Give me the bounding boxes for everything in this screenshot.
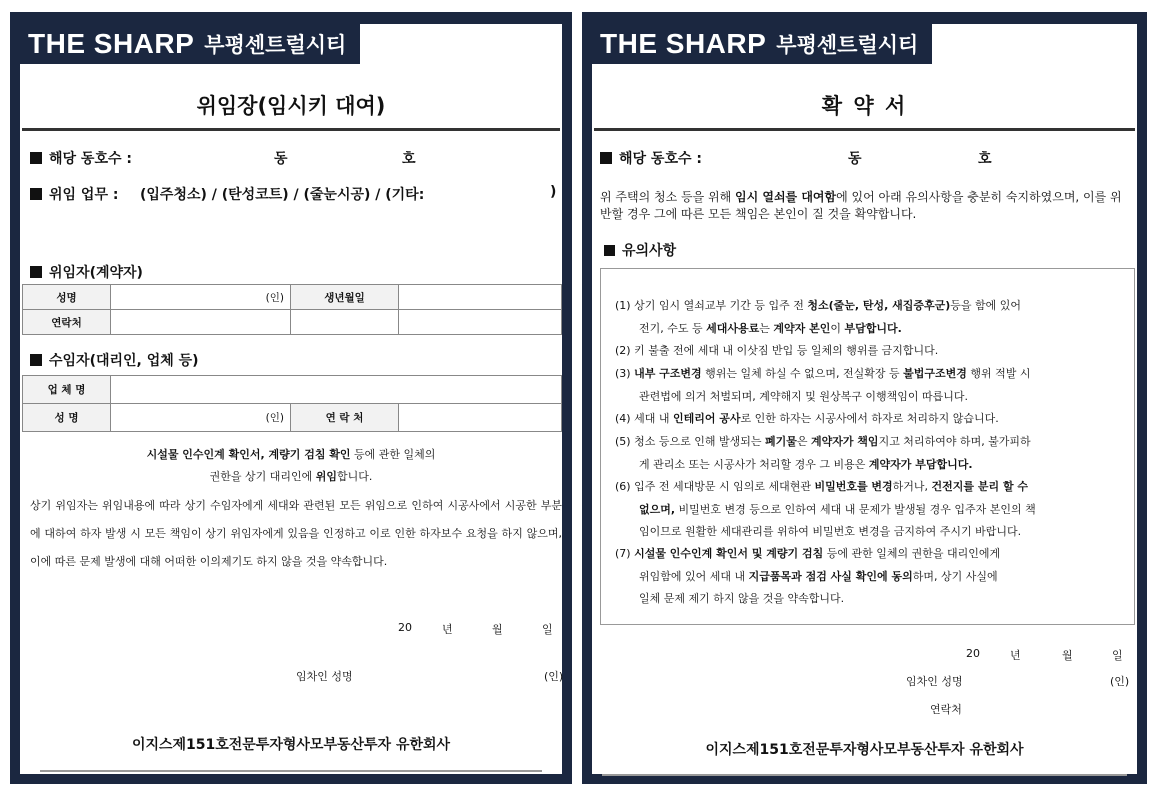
signer-seal[interactable]: (인)	[1110, 675, 1130, 688]
note-6: (6) 입주 전 세대방문 시 임의로 세대현관 비밀번호를 변경하거나, 건전지를 분리 할 수 없으며, 비밀번호 변경 등으로 인하여 세대 내 문제가 발생될 경우 입주자 본인의 책 임이므로 원활한 세대관리를 위하여 비밀번호 변경을 금지하여 주시기 바랍니다.	[615, 480, 1036, 538]
company-name: 이지스제151호전문투자형사모부동산투자 유한회사	[131, 737, 451, 753]
ho-field[interactable]: 호	[978, 151, 992, 167]
task-close: )	[550, 184, 557, 200]
date-yy[interactable]: 20	[966, 647, 980, 660]
unit-label: 해당 동호수 :	[600, 148, 702, 168]
square-bullet-icon	[30, 354, 42, 366]
page-title: 확 약 서	[821, 94, 908, 118]
date-yy[interactable]: 20	[398, 621, 412, 634]
square-bullet-icon	[30, 152, 42, 164]
brand-logo-kr: 부평센트럴시티	[204, 33, 347, 57]
delegation-line-2: 권한을 상기 대리인에 위임합니다.	[209, 470, 373, 483]
intro-paragraph: 위 주택의 청소 등을 위해 임시 열쇠를 대여함에 있어 아래 유의사항을 충분히 숙지하였으며, 이를 위반할 경우 그에 따른 모든 책임은 본인이 질 것을 확약합니다.	[600, 190, 1122, 221]
date-year: 년	[442, 623, 453, 636]
task-options[interactable]: (입주청소) / (탄성코트) / (줄눈시공) / (기타:	[140, 187, 425, 203]
delegation-form	[10, 12, 572, 784]
bottom-rule	[40, 770, 542, 772]
bottom-rule	[602, 774, 1127, 776]
grantor-contact-header: 연락처	[23, 310, 111, 335]
pledge-form	[582, 12, 1147, 784]
agent-contact-input[interactable]	[399, 404, 562, 432]
note-3: (3) 내부 구조변경 행위는 일체 하실 수 없으며, 전실확장 등 불법구조변경 행위 적발 시 관련법에 의거 처벌되며, 계약해지 및 원상복구 이행책임이 따릅니다.	[615, 367, 1031, 403]
agent-company-input[interactable]	[111, 376, 562, 404]
note-7: (7) 시설물 인수인계 확인서 및 계량기 검침 등에 관한 일체의 권한을 대리인에게 위임함에 있어 세대 내 지급품목과 점검 사실 확인에 동의하며, 상기 사실에 일체 문제 제기 하지 않을 것을 약속합니다.	[615, 547, 1001, 605]
title-divider	[22, 128, 560, 131]
signer-label: 임차인 성명	[906, 675, 963, 688]
date-year: 년	[1010, 649, 1021, 662]
brand-banner	[10, 24, 360, 64]
grantor-birth-header: 생년월일	[291, 285, 399, 310]
square-bullet-icon	[30, 188, 42, 200]
signer-label: 임차인 성명	[296, 670, 353, 683]
agent-table	[22, 375, 562, 432]
note-4: (4) 세대 내 인테리어 공사로 인한 하자는 시공사에서 하자로 처리하지 않습니다.	[615, 412, 999, 425]
agent-contact-header: 연 락 처	[291, 404, 399, 432]
date-month: 월	[492, 623, 503, 636]
grantor-name-header: 성명	[23, 285, 111, 310]
grantor-contact-input[interactable]	[111, 310, 291, 335]
note-2: (2) 키 불출 전에 세대 내 이삿짐 반입 등 일체의 행위를 금지합니다.	[615, 344, 939, 357]
grantor-name-input[interactable]	[111, 285, 291, 310]
brand-banner	[582, 24, 932, 64]
agent-name-input[interactable]	[111, 404, 291, 432]
note-5: (5) 청소 등으로 인해 발생되는 폐기물은 계약자가 책임지고 처리하여야 하며, 불가피하 게 관리소 또는 시공사가 처리할 경우 그 비용은 계약자가 부담합니다.	[615, 435, 1031, 471]
grantor-empty-cell	[291, 310, 399, 335]
square-bullet-icon	[30, 266, 42, 278]
square-bullet-icon	[604, 245, 615, 256]
brand-logo-en: THE SHARP	[600, 28, 767, 59]
date-month: 월	[1062, 649, 1073, 662]
ho-field[interactable]: 호	[402, 151, 416, 167]
delegation-paper	[20, 24, 562, 774]
delegation-line-1: 시설물 인수인계 확인서, 계량기 검침 확인 등에 관한 일체의	[146, 448, 436, 461]
agent-name-header: 성 명	[23, 404, 111, 432]
grantor-table	[22, 284, 562, 335]
notes-heading: 유의사항	[604, 240, 676, 260]
date-day: 일	[1112, 649, 1123, 662]
dong-field[interactable]: 동	[274, 151, 288, 167]
company-name: 이지스제151호전문투자형사모부동산투자 유한회사	[705, 742, 1024, 758]
unit-label: 해당 동호수 :	[30, 148, 132, 168]
title-divider	[594, 128, 1135, 131]
agent-heading: 수임자(대리인, 업체 등)	[30, 350, 199, 370]
square-bullet-icon	[600, 152, 612, 164]
brand-logo-kr: 부평센트럴시티	[776, 33, 919, 57]
brand-logo-en: THE SHARP	[28, 28, 195, 59]
page-title: 위임장(임시키 대여)	[196, 94, 386, 118]
grantor-heading: 위임자(계약자)	[30, 262, 143, 282]
note-1: (1) 상기 임시 열쇠교부 기간 등 입주 전 청소(줄눈, 탄성, 새집증후군)등을 함에 있어 전기, 수도 등 세대사용료는 계약자 본인이 부담합니다.	[615, 299, 1022, 335]
date-day: 일	[542, 623, 553, 636]
task-label: 위임 업무 :	[30, 184, 118, 204]
contact-label: 연락처	[930, 703, 962, 716]
grantor-empty-cell-2	[399, 310, 562, 335]
dong-field[interactable]: 동	[848, 151, 862, 167]
agent-company-header: 업 체 명	[23, 376, 111, 404]
seal-mark: (인)	[265, 412, 284, 424]
seal-mark: (인)	[265, 291, 284, 304]
signer-seal[interactable]: (인)	[544, 670, 564, 683]
grantor-birth-input[interactable]	[399, 285, 562, 310]
pledge-paper	[592, 24, 1137, 774]
statement-paragraph: 상기 위임자는 위임내용에 따라 상기 수임자에게 세대와 관련된 모든 위임으로 인하여 시공사에서 시공한 부분에 대하여 하자 발생 시 모든 책임이 상기 위임자에게 있음을 인정하고 이로 인한 하자보수 요청을 하지 않으며, 이에 따른 문제 발생에 대해 어떠한 이의제기도 하지 않을 것을 약속합니다.	[30, 499, 562, 568]
notes-box	[600, 268, 1135, 625]
